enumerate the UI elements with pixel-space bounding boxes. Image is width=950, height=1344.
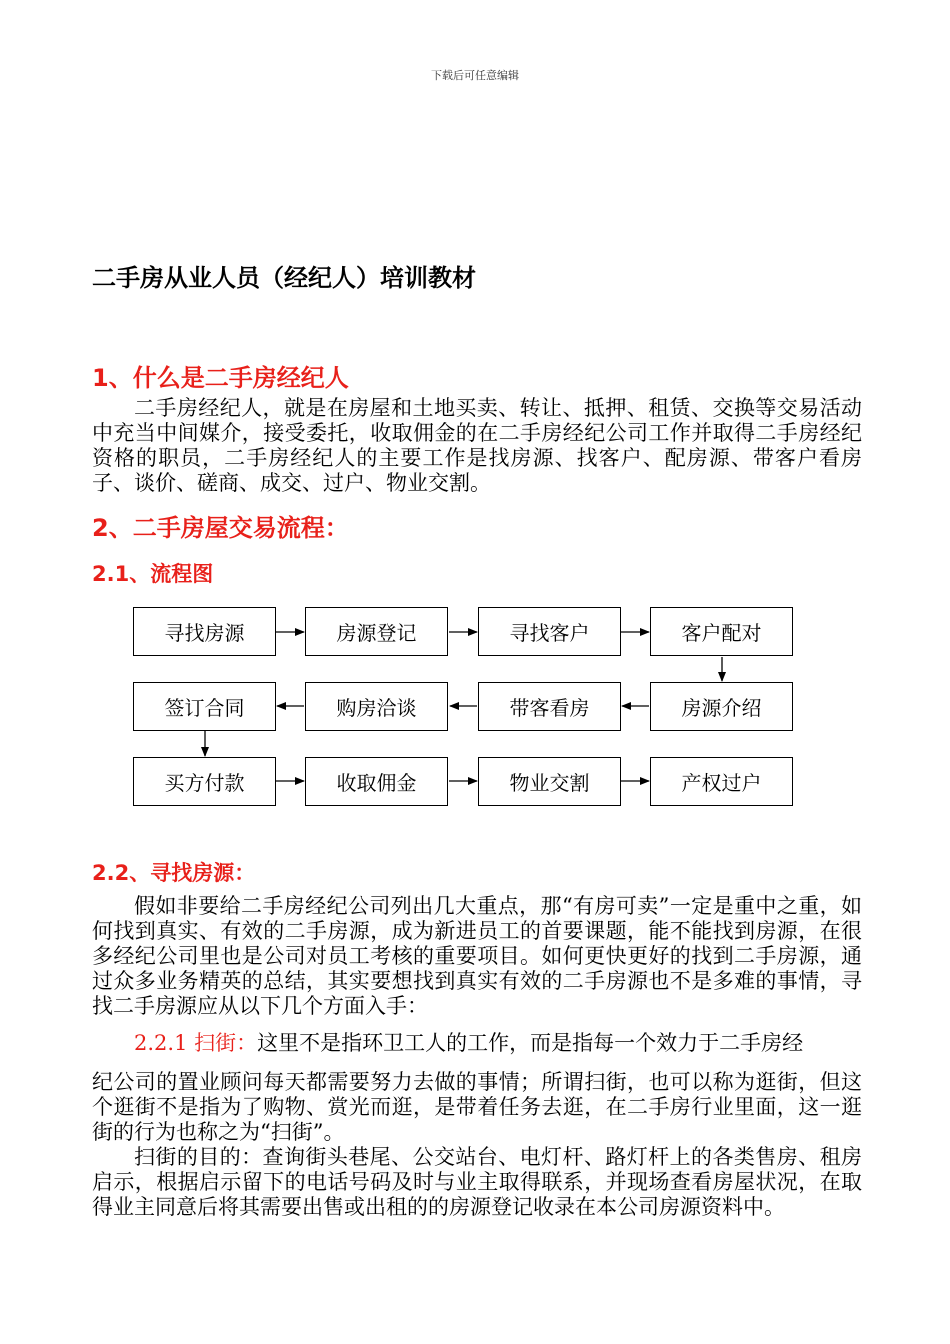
section-2-heading: 2、二手房屋交易流程： <box>92 514 349 542</box>
flow-step-introduce-listing: 房源介绍 <box>650 682 793 731</box>
section-1-body: 二手房经纪人，就是在房屋和土地买卖、转让、抵押、租赁、交换等交易活动中充当中间媒介，接受委托，收取佣金的在二手房经纪公司工作并取得二手房经纪资格的职员，二手房经纪人的主要工作是找房源、找客户、配房源、带客户看房子、谈价、磋商、成交、过户、物业交割。 <box>92 396 862 495</box>
sub-2-2-1-first-text: 这里不是指环卫工人的工作，而是指每一个效力于二手房经 <box>257 1031 804 1055</box>
flow-step-match-clients: 客户配对 <box>650 607 793 656</box>
flow-step-view-property: 带客看房 <box>478 682 621 731</box>
flow-step-sign-contract: 签订合同 <box>133 682 276 731</box>
flow-step-property-handover: 物业交割 <box>478 757 621 806</box>
document-title: 二手房从业人员（经纪人）培训教材 <box>92 264 476 292</box>
sub-2-2-1-purpose: 扫街的目的：查询街头巷尾、公交站台、电灯杆、路灯杆上的各类售房、租房启示，根据启示留下的电话号码及时与业主取得联系，并现场查看房屋状况，在取得业主同意后将其需要出售或出租的的房源登记收录在本公司房源资料中。 <box>92 1145 862 1219</box>
section-2-2-body: 假如非要给二手房经纪公司列出几大重点，那“有房可卖”一定是重中之重，如何找到真实、有效的二手房源，成为新进员工的首要课题，能不能找到房源，在很多经纪公司里也是公司对员工考核的重要项目。如何更快更好的找到二手房源，通过众多业务精英的总结，其实要想找到真实有效的二手房源也不是多难的事情，寻找二手房源应从以下几个方面入手： <box>92 894 862 1018</box>
flow-step-find-clients: 寻找客户 <box>478 607 621 656</box>
flow-step-buyer-payment: 买方付款 <box>133 757 276 806</box>
sub-2-2-1-body: 纪公司的置业顾问每天都需要努力去做的事情；所谓扫街，也可以称为逛街，但这个逛街不是指为了购物、赏光而逛，是带着任务去逛，在二手房行业里面，这一逛街的行为也称之为“扫街”。 <box>92 1070 862 1144</box>
flow-step-collect-commission: 收取佣金 <box>305 757 448 806</box>
sub-2-2-1-first-line <box>92 1031 862 1056</box>
flow-step-negotiate: 购房洽谈 <box>305 682 448 731</box>
sub-2-2-1-label: 2.2.1 扫街： <box>134 1031 258 1055</box>
flow-step-find-listings: 寻找房源 <box>133 607 276 656</box>
header-note: 下载后可任意编辑 <box>431 69 519 82</box>
flow-step-title-transfer: 产权过户 <box>650 757 793 806</box>
section-2-1-heading: 2.1、流程图 <box>92 562 214 586</box>
section-2-2-heading: 2.2、寻找房源： <box>92 861 256 885</box>
flow-step-register-listing: 房源登记 <box>305 607 448 656</box>
section-1-heading: 1、什么是二手房经纪人 <box>92 364 349 392</box>
